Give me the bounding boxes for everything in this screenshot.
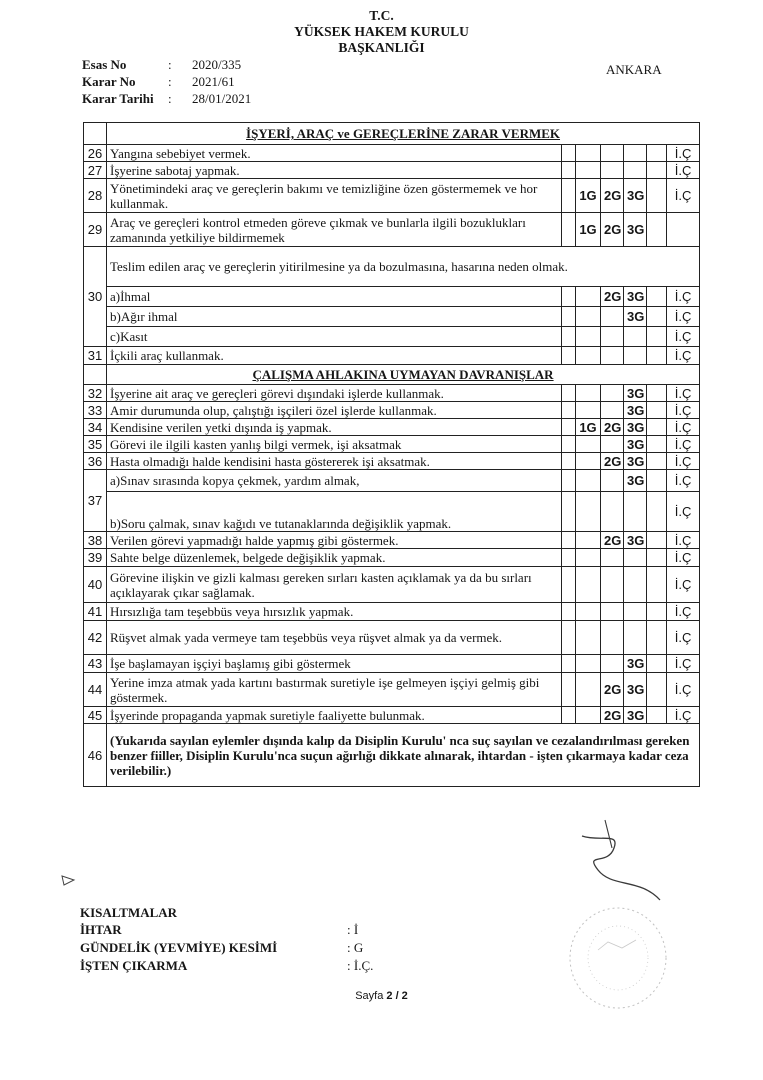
esas-label: Esas No [82,57,127,72]
penalty-ic-cell: İ.Ç [667,347,700,365]
row-text: b)Ağır ihmal [107,307,562,327]
row-number: 28 [84,179,107,213]
penalty-3g-cell: 3G [624,436,647,453]
penalty-ic-cell: İ.Ç [667,436,700,453]
section-title: ÇALIŞMA AHLAKINA UYMAYAN DAVRANIŞLAR [252,367,554,382]
row-number: 37 [84,470,107,532]
penalty-1g-cell: 1G [576,179,601,213]
row-text: İşyerine ait araç ve gereçleri görevi dışındaki işlerde kullanmak. [107,385,562,402]
row-text: a)İhmal [107,287,562,307]
abbr-label-ihtar: İHTAR [80,922,122,937]
tarih-value: 28/01/2021 [192,91,252,106]
row-text: Teslim edilen araç ve gereçlerin yitirilmesine ya da bozulmasına, hasarına neden olmak. [107,247,700,287]
row-number: 40 [84,567,107,603]
row-number: 42 [84,621,107,655]
penalty-2g-cell: 2G [601,179,624,213]
page-footer [0,990,763,1002]
penalty-3g-cell: 3G [624,385,647,402]
row-text: İşe başlamayan işçiyi başlamış gibi göstermek [107,655,562,673]
colon: : [168,74,172,89]
penalty-ic-cell: İ.Ç [667,492,700,532]
abbr-value-isten: : İ.Ç. [347,958,374,973]
penalty-ic-cell: İ.Ç [667,385,700,402]
row-number: 31 [84,347,107,365]
penalty-2g-cell: 2G [601,419,624,436]
row-number: 29 [84,213,107,247]
header-institution: YÜKSEK HAKEM KURULU [294,24,469,39]
abbr-label-gundelik: GÜNDELİK (YEVMİYE) KESİMİ [80,940,278,955]
row-text: Hasta olmadığı halde kendisini hasta göstererek işi aksatmak. [107,453,562,470]
row-number: 46 [84,724,107,787]
header-tc: T.C. [369,8,394,23]
penalty-ic-cell: İ.Ç [667,532,700,549]
row-number: 35 [84,436,107,453]
penalty-3g-cell: 3G [624,673,647,707]
row-note-text: (Yukarıda sayılan eylemler dışında kalıp da Disiplin Kurulu' nca suç sayılan ve cezalandırılması gereken benzer fiiller, Disiplin Kurulu'nca suçun ağırlığı dikkate alınarak, ihtardan - işten çıkarmaya kadar ceza verilebilir.) [107,724,700,787]
esas-value: 2020/335 [192,57,242,72]
row-text: Yerine imza atmak yada kartını bastırmak suretiyle işe gelmeyen işçiyi gelmiş gibi göstermek. [107,673,562,707]
row-number: 45 [84,707,107,724]
penalty-ic-cell: İ.Ç [667,453,700,470]
abbr-title: KISALTMALAR [80,905,178,920]
row-number: 26 [84,145,107,162]
penalty-3g-cell: 3G [624,287,647,307]
row-text: Görevi ile ilgili kasten yanlış bilgi vermek, işi aksatmak [107,436,562,453]
penalty-3g-cell: 3G [624,307,647,327]
row-text: Amir durumunda olup, çalıştığı işçileri özel işlerde kullanmak. [107,402,562,419]
colon: : [168,91,172,106]
penalty-ic-cell: İ.Ç [667,287,700,307]
row-number: 34 [84,419,107,436]
abbr-value-ihtar: : İ [347,922,359,937]
header-city: ANKARA [606,62,662,77]
penalty-3g-cell: 3G [624,402,647,419]
penalty-1g-cell: 1G [576,213,601,247]
row-number: 27 [84,162,107,179]
row-text: İşyerine sabotaj yapmak. [107,162,562,179]
penalty-ic-cell: İ.Ç [667,162,700,179]
tarih-label: Karar Tarihi [82,91,154,106]
penalty-2g-cell: 2G [601,707,624,724]
penalty-3g-cell: 3G [624,179,647,213]
row-text: İşyerinde propaganda yapmak suretiyle faaliyette bulunmak. [107,707,562,724]
penalty-ic-cell: İ.Ç [667,549,700,567]
row-number: 33 [84,402,107,419]
abbr-label-isten: İŞTEN ÇIKARMA [80,958,188,973]
penalty-3g-cell: 3G [624,419,647,436]
penalty-ic-cell: İ.Ç [667,673,700,707]
row-text: Rüşvet almak yada vermeye tam teşebbüs veya rüşvet almak ya da vermek. [107,621,562,655]
header-presidency: BAŞKANLIĞI [338,40,425,55]
footer-page: 2 / 2 [386,990,408,1002]
penalty-ic-cell: İ.Ç [667,419,700,436]
row-number: 41 [84,603,107,621]
penalty-3g-cell: 3G [624,213,647,247]
karar-value: 2021/61 [192,74,235,89]
row-text: Sahte belge düzenlemek, belgede değişiklik yapmak. [107,549,562,567]
penalty-ic-cell: İ.Ç [667,307,700,327]
penalty-ic-cell: İ.Ç [667,655,700,673]
footer-prefix: Sayfa [355,990,384,1002]
penalty-ic-cell: İ.Ç [667,470,700,492]
penalty-1g-cell: 1G [576,419,601,436]
penalty-ic-cell: İ.Ç [667,567,700,603]
row-text: b)Soru çalmak, sınav kağıdı ve tutanaklarında değişiklik yapmak. [107,492,562,532]
row-number: 38 [84,532,107,549]
row-number: 30 [84,247,107,347]
penalty-ic-cell: İ.Ç [667,603,700,621]
penalty-ic-cell: İ.Ç [667,145,700,162]
row-text: a)Sınav sırasında kopya çekmek, yardım almak, [107,470,562,492]
row-text: Hırsızlığa tam teşebbüs veya hırsızlık yapmak. [107,603,562,621]
karar-label: Karar No [82,74,136,89]
penalty-ic-cell: İ.Ç [667,327,700,347]
penalty-3g-cell: 3G [624,470,647,492]
row-text: Yangına sebebiyet vermek. [107,145,562,162]
row-text: Araç ve gereçleri kontrol etmeden göreve çıkmak ve bunlarla ilgili bozuklukları zamanında yetkiliye bildirmemek [107,213,562,247]
row-number: 32 [84,385,107,402]
row-number: 39 [84,549,107,567]
penalty-3g-cell: 3G [624,655,647,673]
penalty-3g-cell: 3G [624,532,647,549]
penalty-ic-cell: İ.Ç [667,621,700,655]
penalty-ic-cell: İ.Ç [667,179,700,213]
row-number: 44 [84,673,107,707]
row-number: 43 [84,655,107,673]
row-text: Verilen görevi yapmadığı halde yapmış gibi göstermek. [107,532,562,549]
penalty-ic-cell: İ.Ç [667,707,700,724]
abbr-value-gundelik: : G [347,940,364,955]
penalty-2g-cell: 2G [601,213,624,247]
row-text: c)Kasıt [107,327,562,347]
penalty-ic-cell: İ.Ç [667,402,700,419]
penalty-2g-cell: 2G [601,673,624,707]
colon: : [168,57,172,72]
row-text: İçkili araç kullanmak. [107,347,562,365]
penalty-2g-cell: 2G [601,453,624,470]
section-title: İŞYERİ, ARAÇ ve GEREÇLERİNE ZARAR VERMEK [246,126,561,141]
row-text: Görevine ilişkin ve gizli kalması gereken sırları kasten açıklamak ya da bu sırları açıklayarak çıkar sağlamak. [107,567,562,603]
penalty-2g-cell: 2G [601,532,624,549]
penalty-3g-cell: 3G [624,707,647,724]
row-text: Yönetimindeki araç ve gereçlerin bakımı ve temizliğine özen göstermemek ve hor kullanmak. [107,179,562,213]
row-text: Kendisine verilen yetki dışında iş yapmak. [107,419,562,436]
row-number: 36 [84,453,107,470]
penalty-3g-cell: 3G [624,453,647,470]
penalty-2g-cell: 2G [601,287,624,307]
